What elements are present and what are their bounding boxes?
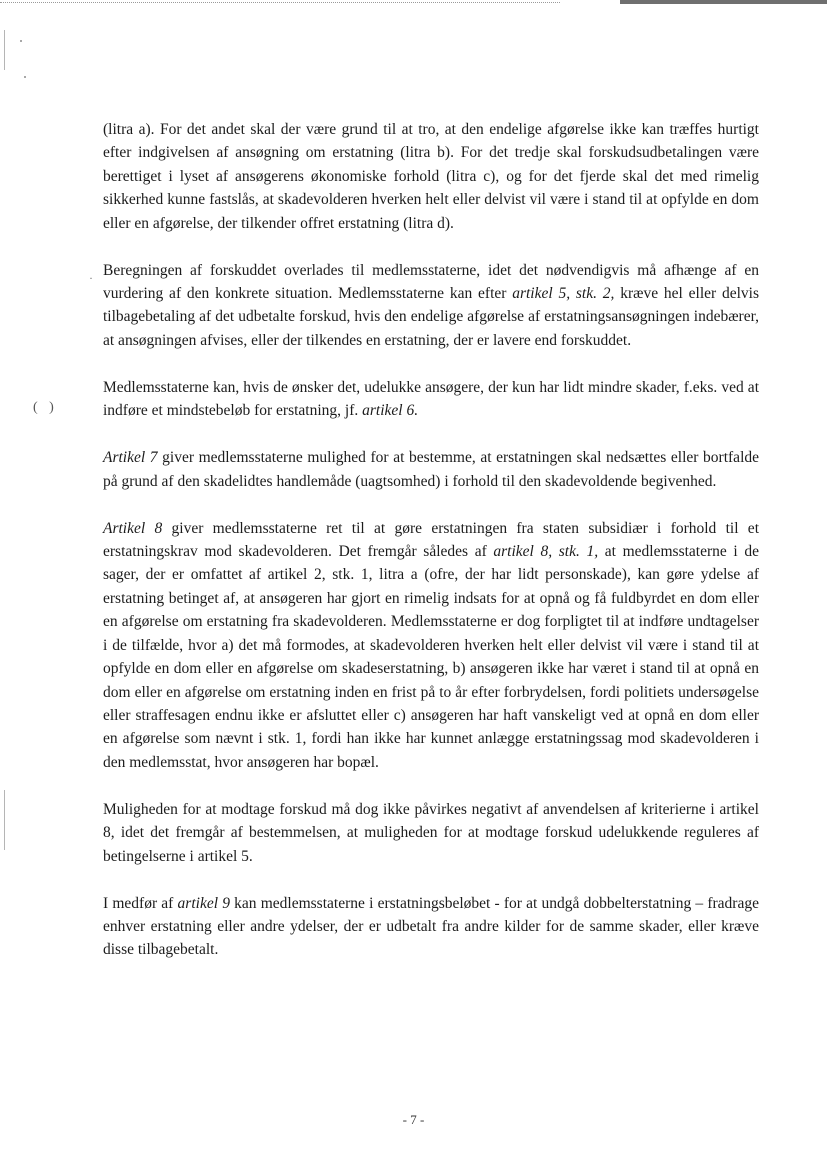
text-run: giver medlemsstaterne ret til at gøre erstatningen fra staten subsidiær i forhold til et erstatningskrav mod skadevolderen. Det fremgår således af: [103, 519, 759, 561]
scan-edge-top: [0, 2, 560, 3]
paragraph: [103, 517, 759, 774]
paragraph: [103, 118, 759, 235]
text-run: Medlemsstaterne kan, hvis de ønsker det, udelukke ansøgere, der kun har lidt mindre skader, f.eks. ved at indføre et mindstebeløb for erstatning, jf.: [103, 378, 759, 420]
italic-run: Artikel 8: [103, 519, 163, 537]
italic-run: artikel 5, stk. 2,: [512, 285, 615, 303]
text-run: kræve hel eller delvis tilbagebetaling af det udbetalte forskud, hvis den endelige afgørelse af erstatningsansøgningen indebærer, at ansøgningen afvises, eller der tilkendes en erstatning, der er lavere end forskuddet.: [103, 285, 759, 349]
paragraph: [103, 446, 759, 493]
text-run: kan medlemsstaterne i erstatningsbeløbet - for at undgå dobbelterstatning – fradrage enhver erstatning eller andre ydelser, der er udbetalt fra andre kilder for de samme skader, eller kræve disse tilbagebetalt.: [103, 894, 759, 959]
italic-run: artikel 9: [177, 894, 230, 912]
document-body: [103, 118, 759, 962]
scan-speck: [20, 40, 22, 42]
text-run: I medfør af: [103, 894, 178, 912]
italic-run: artikel 8, stk. 1,: [493, 543, 599, 561]
text-run: Beregningen af forskuddet overlades til medlemsstaterne, idet det nødvendigvis må afhænge af en vurdering af den konkrete situation. Medlemsstaterne kan efter: [103, 261, 759, 303]
paragraph: [103, 376, 759, 423]
scan-edge-shadow: [620, 0, 827, 4]
text-run: giver medlemsstaterne mulighed for at bestemme, at erstatningen skal nedsættes eller bortfalde på grund af den skadelidtes handlemåde (uagtsomhed) i forhold til den skadevoldende begivenhed.: [103, 449, 760, 490]
text-run: at medlemsstaterne i de sager, der er omfattet af artikel 2, stk. 1, litra a (ofre, der har lidt personskade), kan gøre ydelse af erstatning betinget af, at ansøgeren har gjort en rimelig indsats for at opnå og få fuldbyrdet en dom eller en afgørelse om erstatning fra skadevolderen. Medlemsstaterne er dog forpligtet til at indføre undtagelser i de tilfælde, hvor a) det må formodes, at skadevolderen hverken helt eller delvist vil være i stand til at opfylde en dom eller en afgørelse om skadeserstatning, b) ansøgeren ikke har været i stand til at opnå en dom eller en afgørelse om erstatning inden en frist på to år efter forbrydelsen, fordi politiets undersøgelse eller straffesagen endnu ikke er afsluttet eller c) ansøgeren har haft vanskeligt ved at opnå en dom eller en afgørelse som nævnt i stk. 1, fordi han ikke har kunnet anlægge erstatningssag mod skadevolderen i den medlemsstat, hvor ansøgeren har bopæl.: [103, 543, 759, 771]
italic-run: artikel 6.: [362, 402, 419, 420]
paragraph: [103, 259, 759, 353]
paragraph: [103, 798, 759, 868]
paragraph: [103, 892, 759, 962]
margin-dot: ·: [89, 271, 93, 285]
italic-run: Artikel 7: [103, 449, 158, 467]
text-run: (litra a). For det andet skal der være grund til at tro, at den endelige afgørelse ikke kan træffes hurtigt efter indgivelsen af ansøgning om erstatning (litra b). For det tredje skal forskudsudbetalingen være berettiget i lyset af ansøgerens økonomiske forhold (litra c), og for det fjerde skal det med rimelig sikkerhed kunne fastslås, at skadevolderen hverken helt eller delvist vil være i stand til at opfylde en dom eller en afgørelse, der tilkender offret erstatning (litra d).: [103, 121, 759, 232]
punch-hole-mark: ( ): [33, 400, 58, 415]
scan-edge-left: [4, 30, 5, 70]
scan-edge-left: [4, 790, 5, 850]
scan-speck: [24, 76, 26, 78]
text-run: Muligheden for at modtage forskud må dog ikke påvirkes negativt af anvendelsen af kriterierne i artikel 8, idet det fremgår af bestemmelsen, at muligheden for at modtage forskud udelukkende reguleres af betingelserne i artikel 5.: [103, 800, 759, 865]
page-number: - 7 -: [402, 1112, 425, 1127]
